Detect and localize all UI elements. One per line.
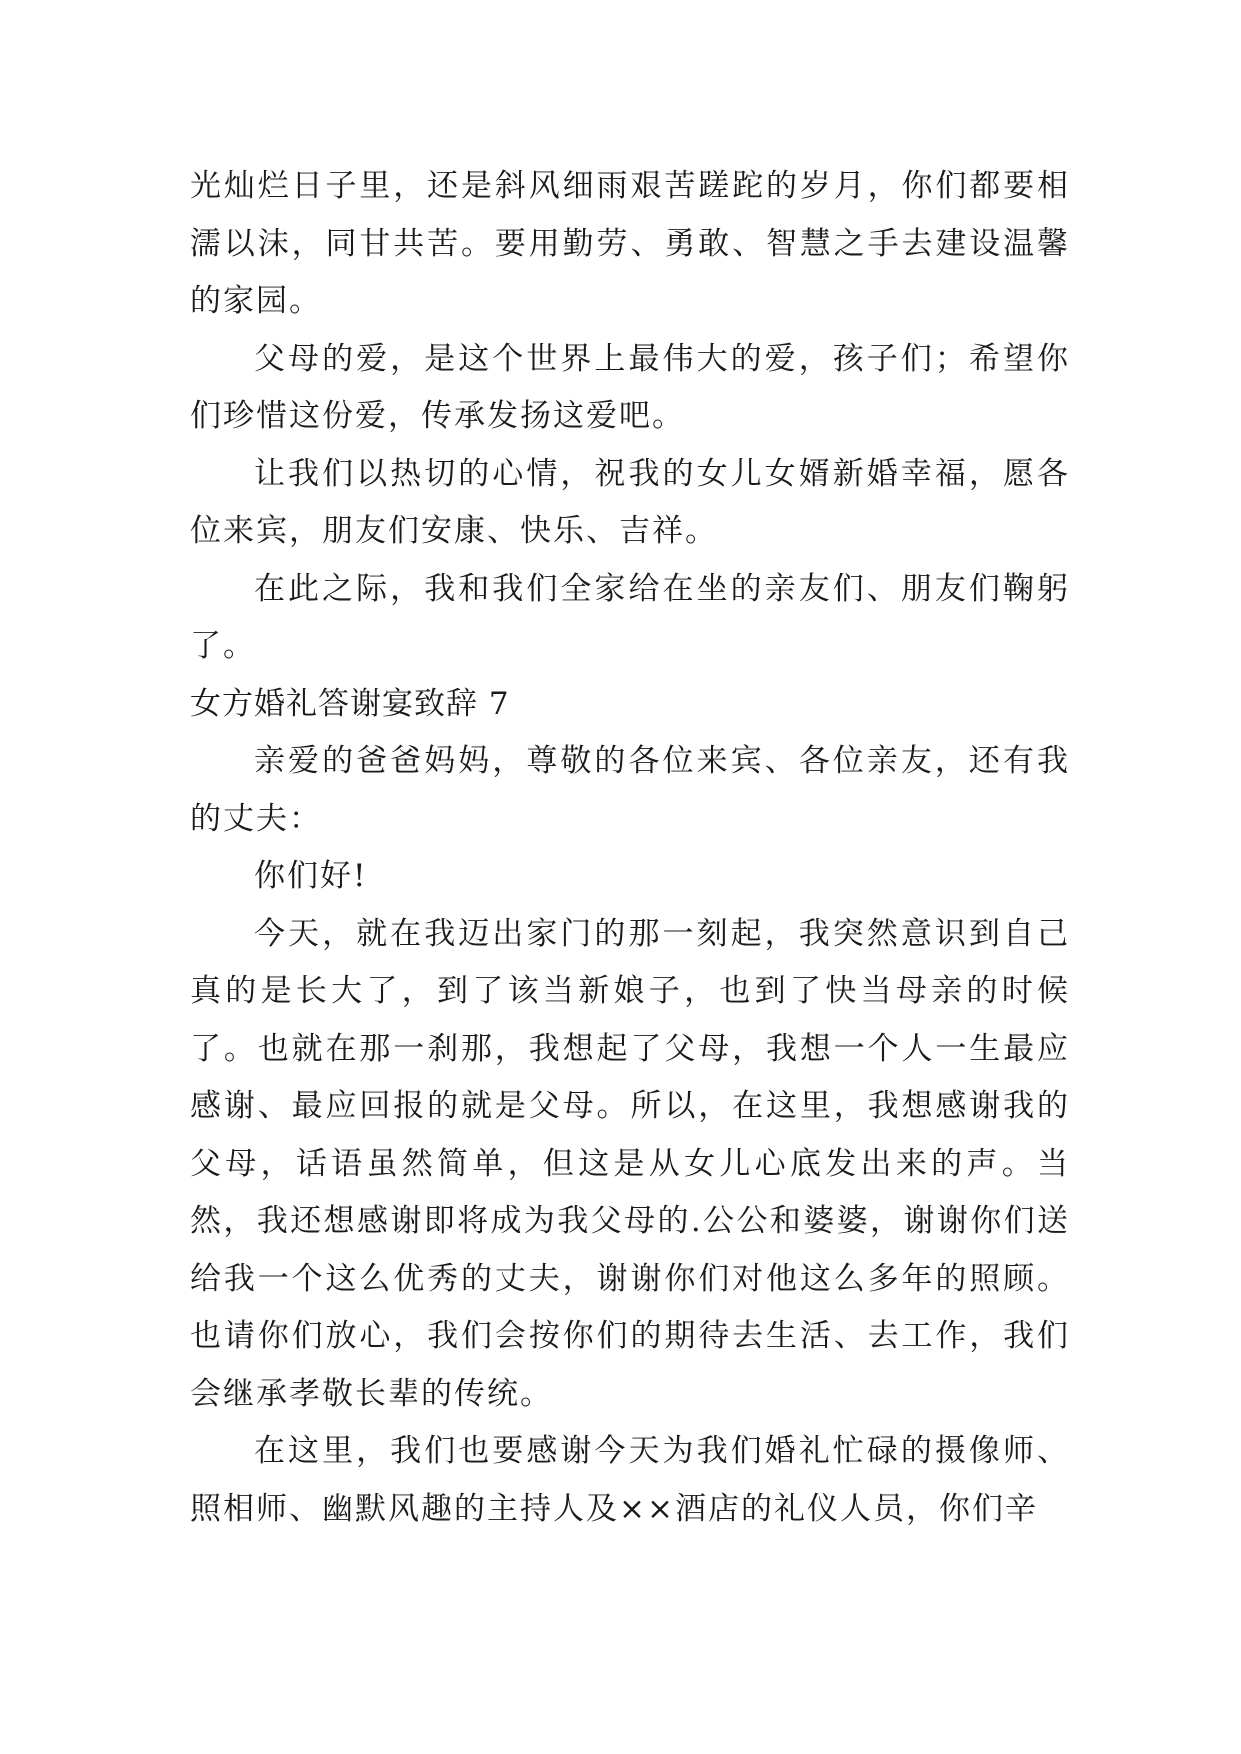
paragraph-3: 让我们以热切的心情，祝我的女儿女婿新婚幸福，愿各位来宾，朋友们安康、快乐、吉祥。: [190, 455, 1070, 549]
salutation-paragraph: 亲爱的爸爸妈妈，尊敬的各位来宾、各位亲友，还有我的丈夫：: [190, 743, 1070, 837]
greeting-paragraph: 你们好!: [254, 858, 368, 894]
paragraph-2: 父母的爱，是这个世界上最伟大的爱，孩子们；希望你们珍惜这份爱，传承发扬这爱吧。: [190, 340, 1070, 434]
thanks-staff-paragraph: 在这里，我们也要感谢今天为我们婚礼忙碌的摄像师、照相师、幽默风趣的主持人及××酒店的礼仪人员，你们辛: [190, 1433, 1070, 1527]
paragraph-1: 光灿烂日子里，还是斜风细雨艰苦蹉跎的岁月，你们都要相濡以沫，同甘共苦。要用勤劳、勇敢、智慧之手去建设温馨的家园。: [190, 168, 1070, 319]
paragraph-4: 在此之际，我和我们全家给在坐的亲友们、朋友们鞠躬了。: [190, 570, 1070, 664]
thanks-parents-paragraph: 今天，就在我迈出家门的那一刻起，我突然意识到自己真的是长大了，到了该当新娘子，也到了快当母亲的时候了。也就在那一刹那，我想起了父母，我想一个人一生最应感谢、最应回报的就是父母。所以，在这里，我想感谢我的父母，话语虽然简单，但这是从女儿心底发出来的声。当然，我还想感谢即将成为我父母的.公公和婆婆，谢谢你们送给我一个这么优秀的丈夫，谢谢你们对他这么多年的照顾。也请你们放心，我们会按你们的期待去生活、去工作，我们会继承孝敬长辈的传统。: [190, 915, 1070, 1412]
section-title: 女方婚礼答谢宴致辞 7: [190, 685, 510, 722]
document-body: [190, 158, 1070, 1538]
